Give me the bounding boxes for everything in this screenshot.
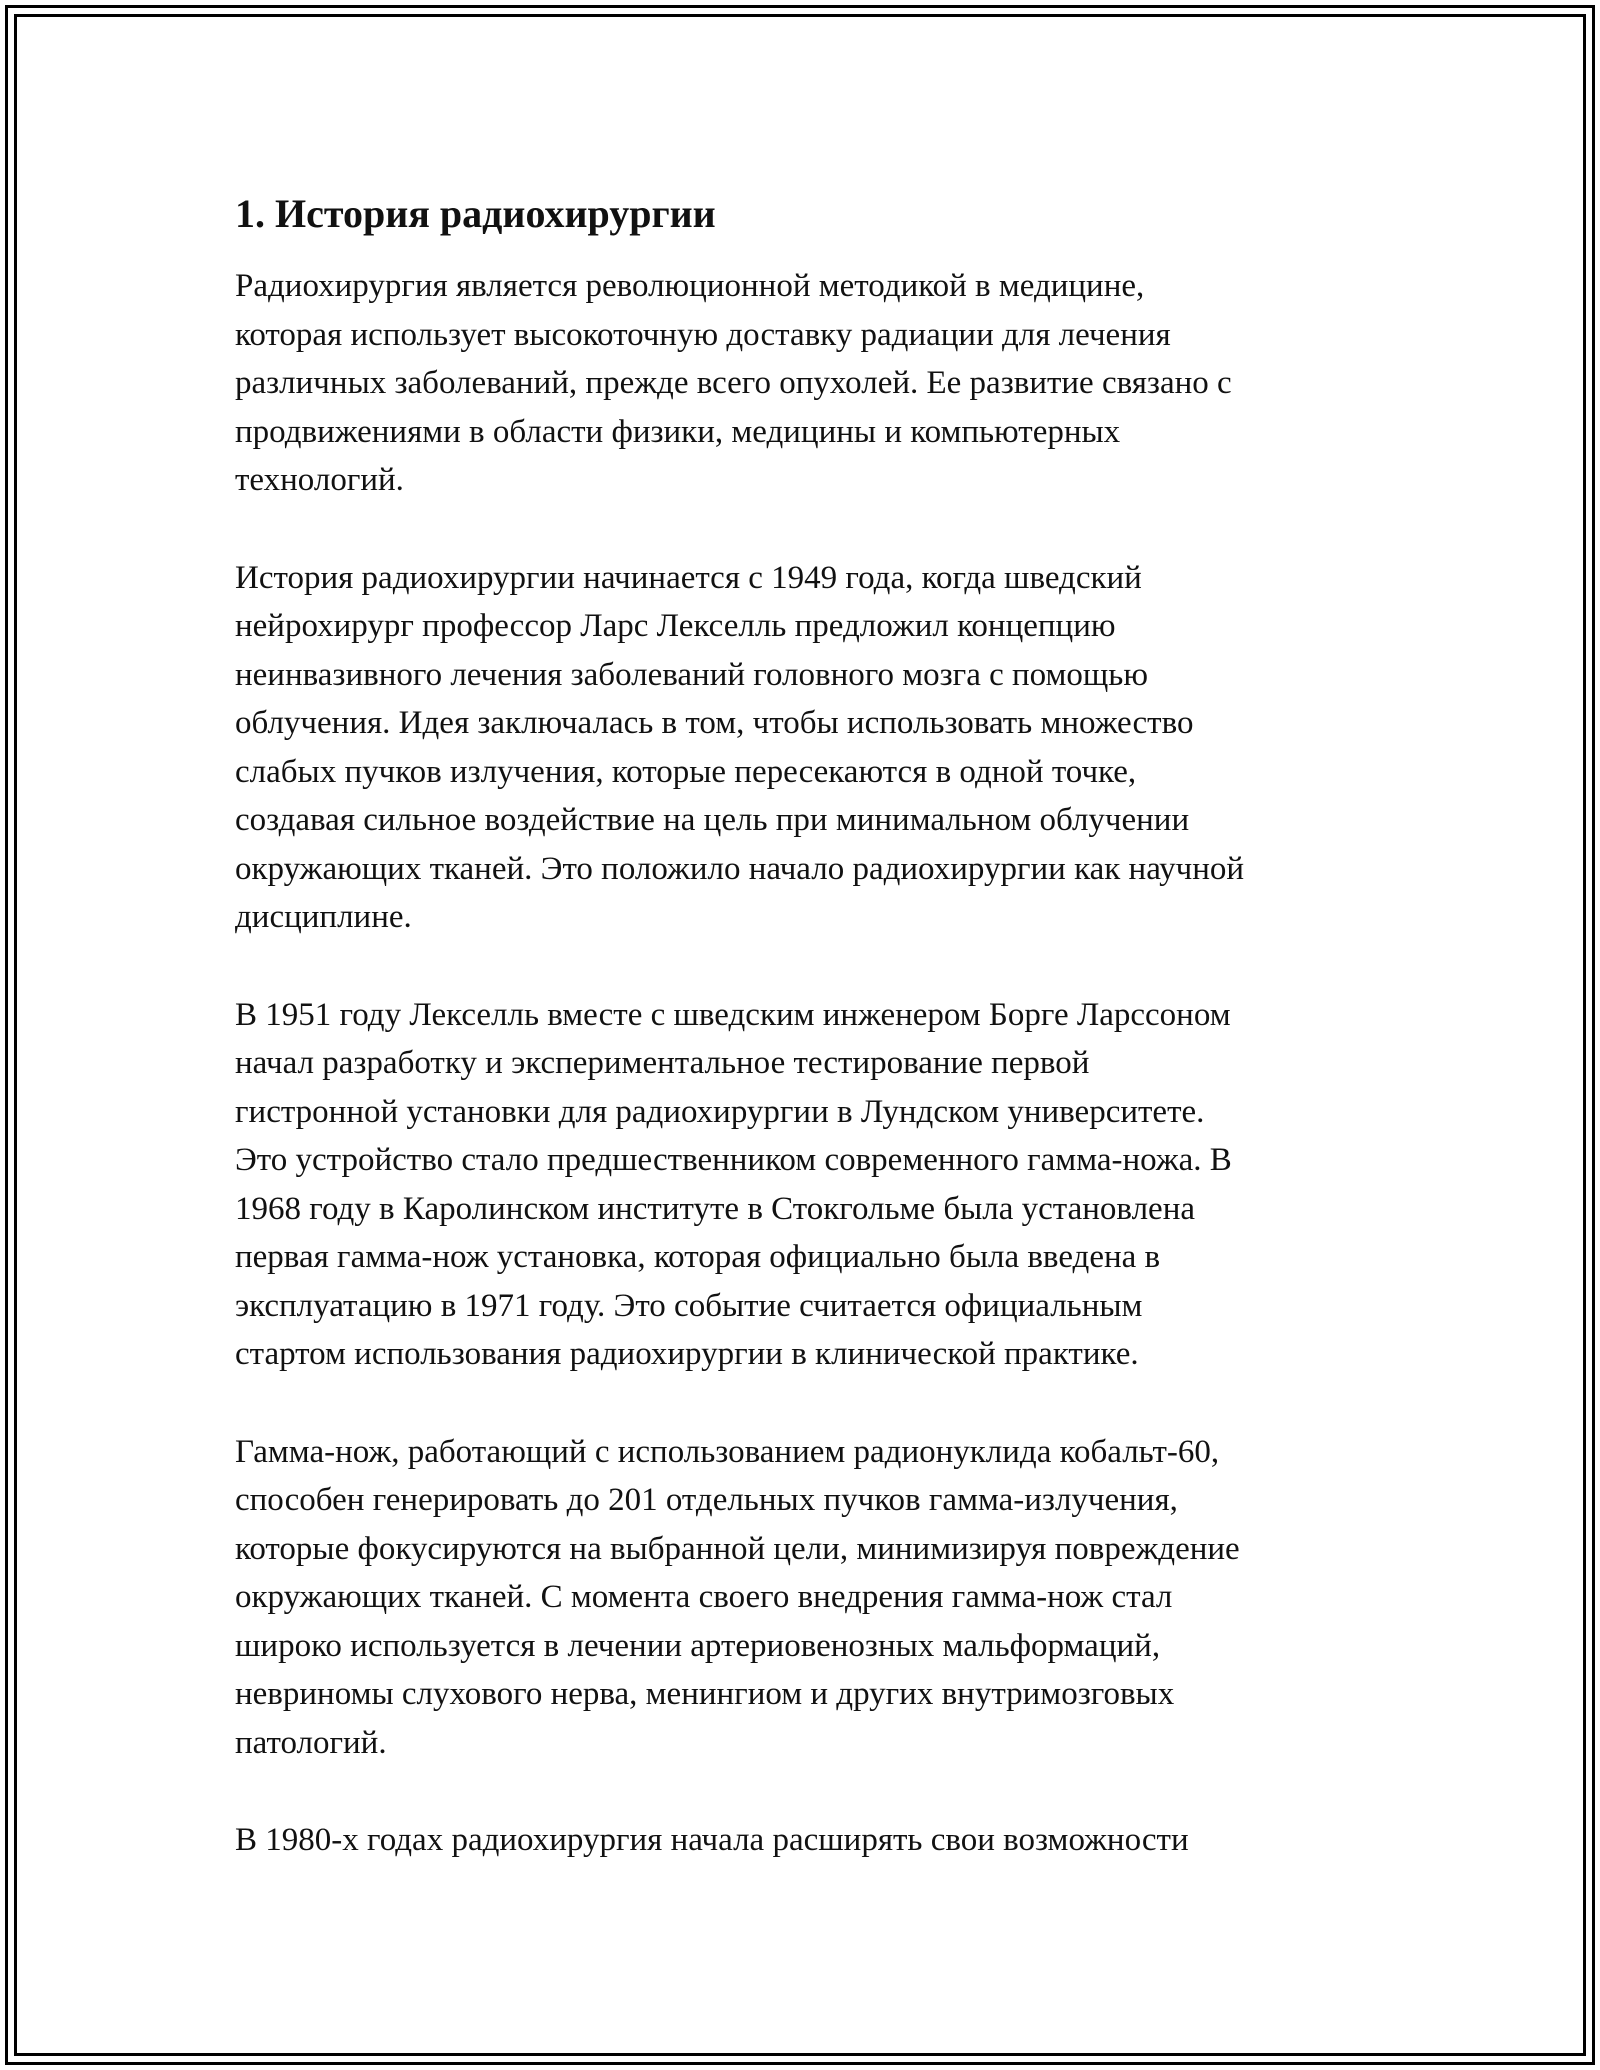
text-line: окружающих тканей. С момента своего внедрения гамма-нож стал (235, 1579, 1173, 1615)
text-line: начал разработку и экспериментальное тестирование первой (235, 1045, 1090, 1081)
text-line: дисциплине. (235, 899, 412, 935)
paragraph-leksell-concept (235, 554, 1385, 942)
text-line: История радиохирургии начинается с 1949 года, когда шведский (235, 559, 1142, 596)
text-line: которая использует высокоточную доставку радиации для лечения (235, 316, 1171, 353)
text-line: гистронной установки для радиохирургии в Лундском университете. (235, 1093, 1205, 1130)
text-line: нейрохирург профессор Ларс Лекселль предложил концепцию (235, 608, 1116, 644)
text-line: облучения. Идея заключалась в том, чтобы использовать множество (235, 705, 1194, 741)
text-line: широко используется в лечении артериовенозных мальформаций, (235, 1627, 1161, 1664)
text-line: неинвазивного лечения заболеваний головного мозга с помощью (235, 656, 1149, 693)
paragraph-intro (235, 262, 1385, 505)
text-line: слабых пучков излучения, которые пересекаются в одной точке, (235, 753, 1137, 790)
text-line: способен генерировать до 201 отдельных пучков гамма-излучения, (235, 1482, 1178, 1518)
text-line: первая гамма-нож установка, которая официально была введена в (235, 1239, 1161, 1275)
text-line: Это устройство стало предшественником современного гамма-ножа. В (235, 1142, 1232, 1178)
paragraph-gamma-knife-usage (235, 1428, 1385, 1768)
text-line: продвижениями в области физики, медицины и компьютерных (235, 413, 1121, 450)
text-line: В 1951 году Лекселль вместе с шведским инженером Борге Ларссоном (235, 996, 1231, 1033)
text-line: невриномы слухового нерва, менингиом и других внутримозговых (235, 1676, 1175, 1712)
text-line: Радиохирургия является революционной методикой в медицине, (235, 268, 1145, 304)
text-line: стартом использования радиохирургии в клинической практике. (235, 1336, 1139, 1372)
text-line: создавая сильное воздействие на цель при минимальном облучении (235, 802, 1190, 838)
text-line: эксплуатацию в 1971 году. Это событие считается официальным (235, 1287, 1143, 1324)
section-heading: 1. История радиохирургии (235, 191, 716, 236)
text-line: 1968 году в Каролинском институте в Стокгольме была установлена (235, 1190, 1195, 1227)
paragraph-1980s (235, 1816, 1385, 1865)
paragraph-gamma-knife-history (235, 991, 1385, 1379)
document-body (235, 185, 1385, 1914)
text-line: патологий. (235, 1724, 387, 1761)
text-line: которые фокусируются на выбранной цели, минимизируя повреждение (235, 1530, 1240, 1567)
text-line: В 1980-х годах радиохирургия начала расширять свои возможности (235, 1822, 1189, 1858)
text-line: технологий. (235, 462, 404, 498)
text-line: окружающих тканей. Это положило начало радиохирургии как научной (235, 850, 1245, 887)
text-line: различных заболеваний, прежде всего опухолей. Ее развитие связано с (235, 365, 1232, 401)
text-line: Гамма-нож, работающий с использованием радионуклида кобальт-60, (235, 1433, 1220, 1470)
